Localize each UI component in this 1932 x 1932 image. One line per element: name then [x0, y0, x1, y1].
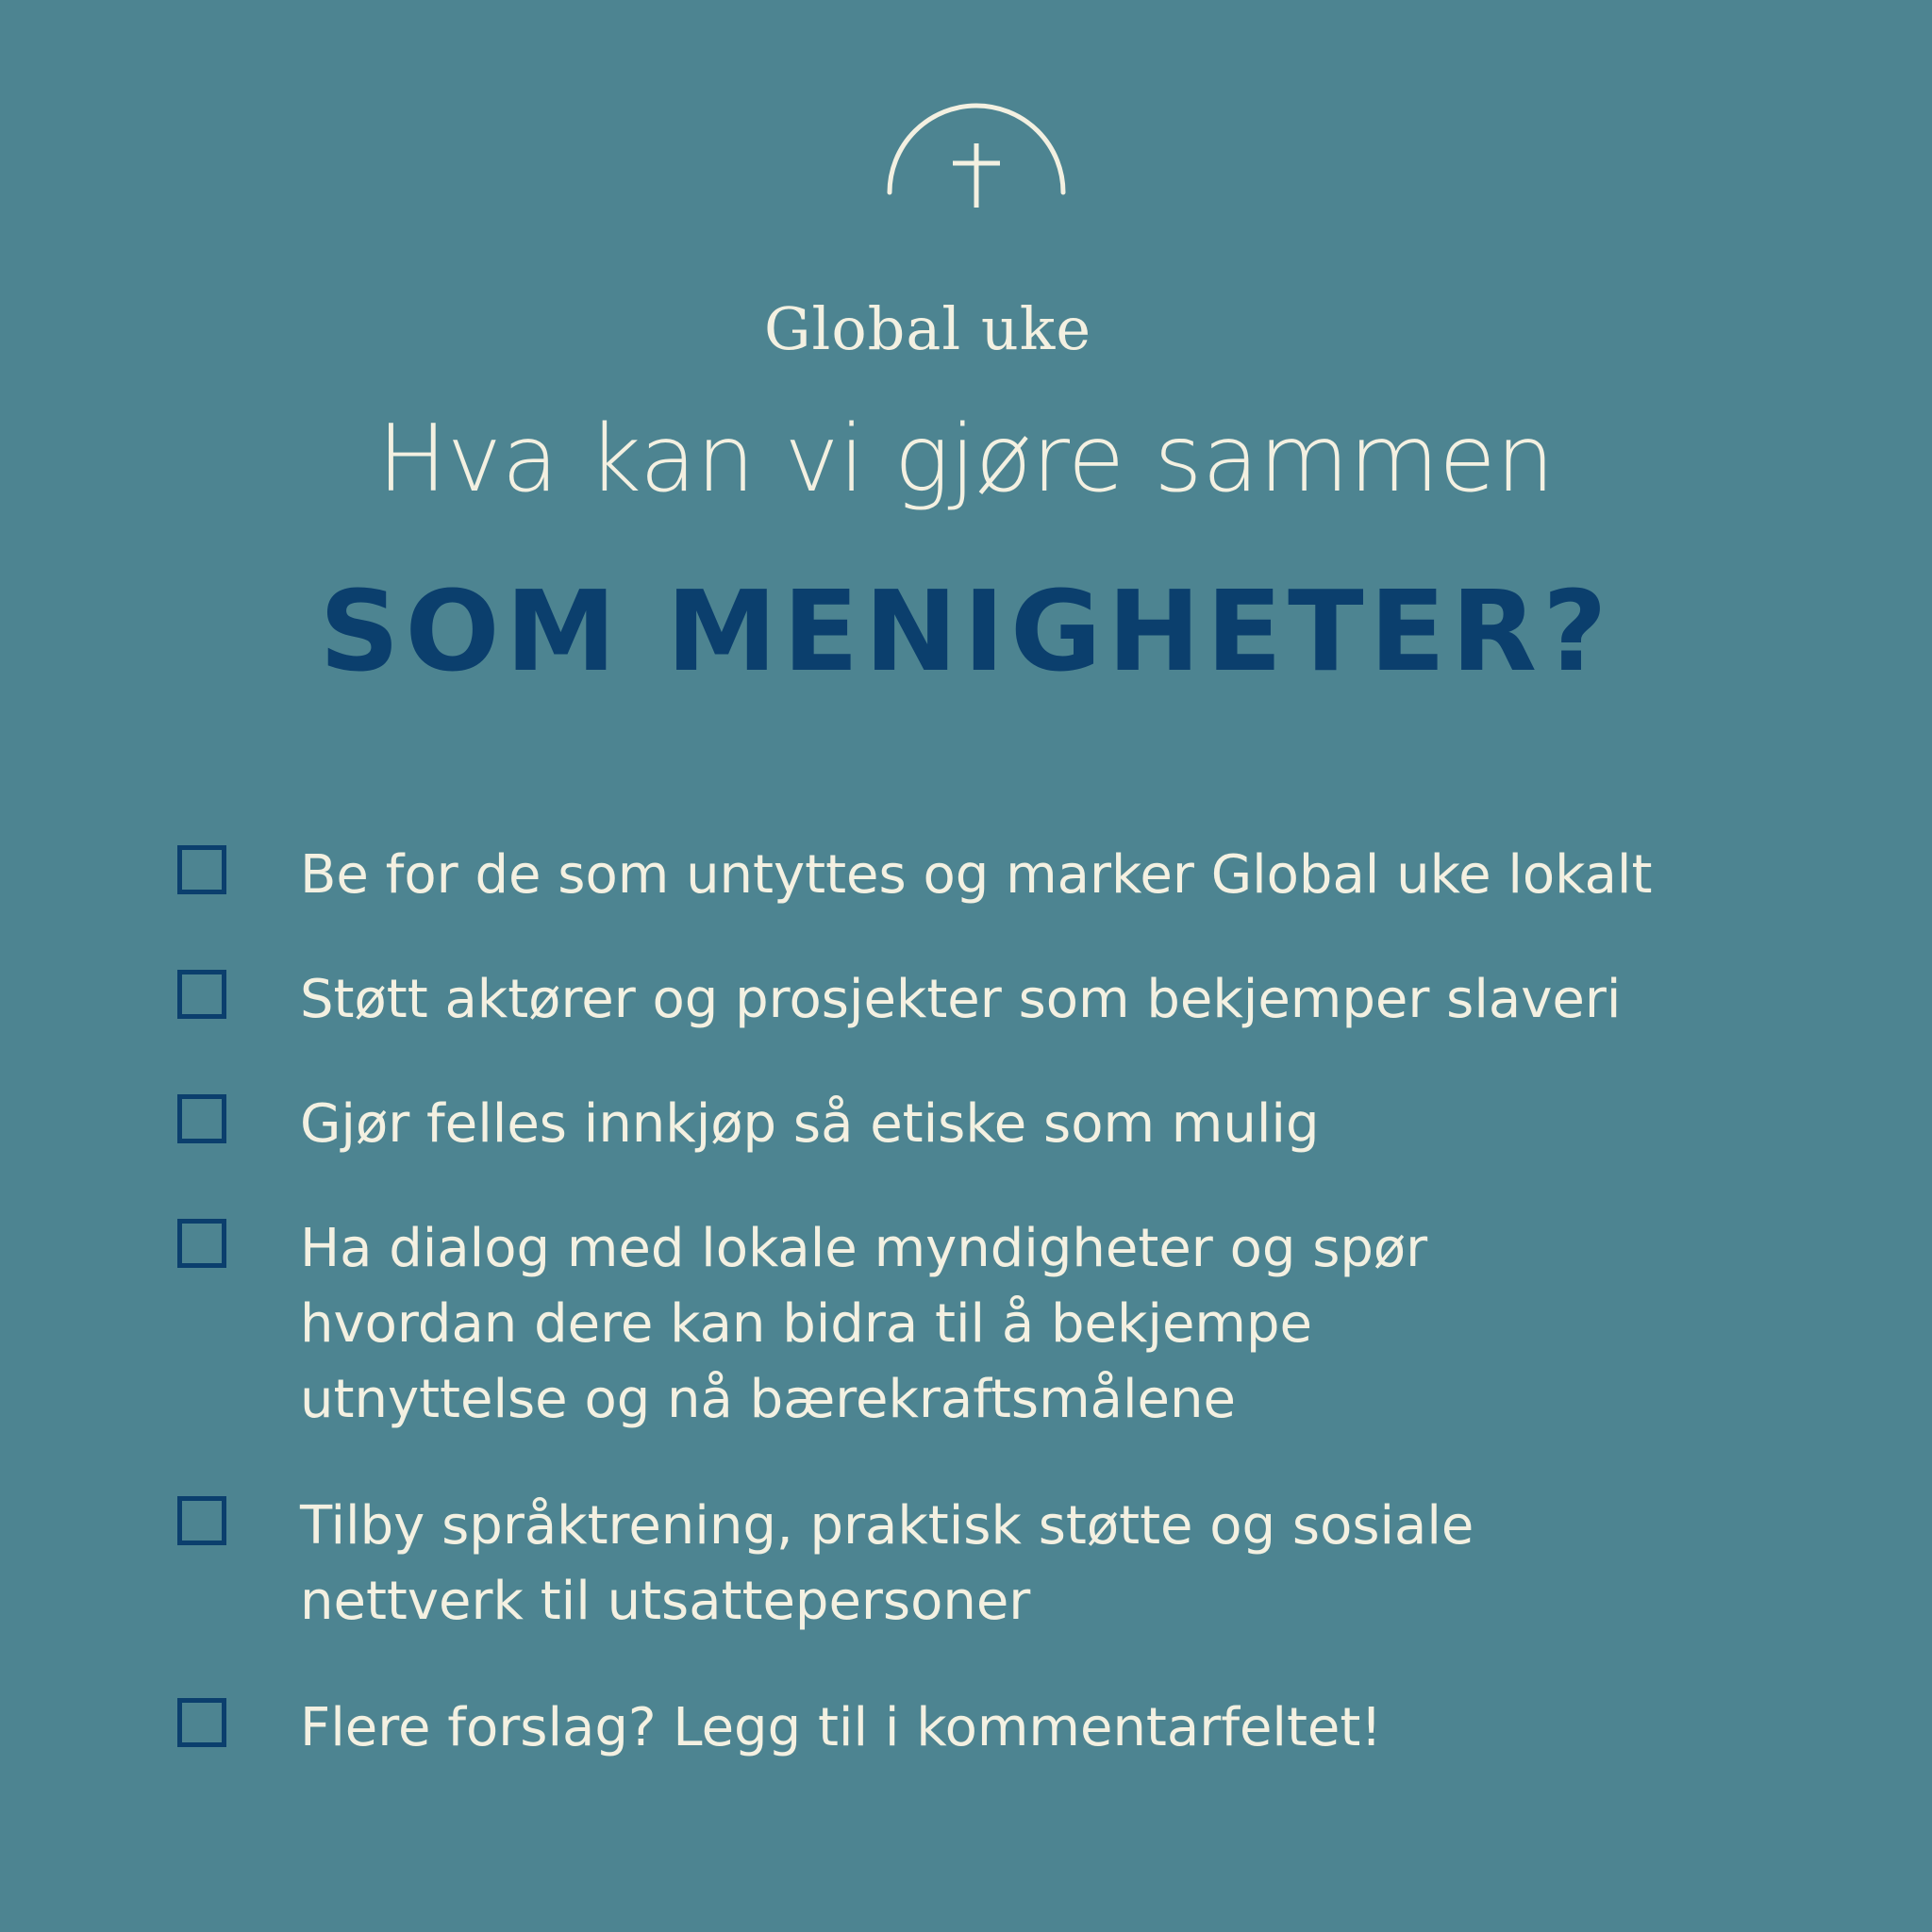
checklist-item-label: Be for de som untyttes og marker Global uke lokalt [300, 844, 1653, 906]
checkbox[interactable] [177, 1094, 226, 1143]
checkbox[interactable] [177, 1496, 226, 1545]
checkbox[interactable] [177, 1219, 226, 1268]
checklist-item-label: Gjør felles innkjøp så etiske som mulig [300, 1093, 1320, 1155]
subheadline: SOM MENIGHETER? [319, 566, 1613, 696]
arch-cross-icon [755, 94, 1132, 217]
checkbox[interactable] [177, 845, 226, 894]
headline: Hva kan vi gjøre sammen [377, 406, 1555, 513]
global-uke-logo [755, 94, 1132, 363]
checklist-item-label: Flere forslag? Legg til i kommentarfeltet! [300, 1697, 1382, 1758]
logo-text: Global uke [764, 294, 1092, 363]
checkbox[interactable] [177, 970, 226, 1019]
checklist-item-label: Støtt aktører og prosjekter som bekjemper slaveri [300, 969, 1622, 1030]
checklist-item-label: Ha dialog med lokale myndigheter og spør hvordan dere kan bidra til å bekjempe utnyttelse og nå bærekraftsmålene [300, 1218, 1428, 1430]
checklist-item-label: Tilby språktrening, praktisk støtte og sosiale nettverk til utsattepersoner [300, 1495, 1474, 1632]
checkbox[interactable] [177, 1698, 226, 1747]
